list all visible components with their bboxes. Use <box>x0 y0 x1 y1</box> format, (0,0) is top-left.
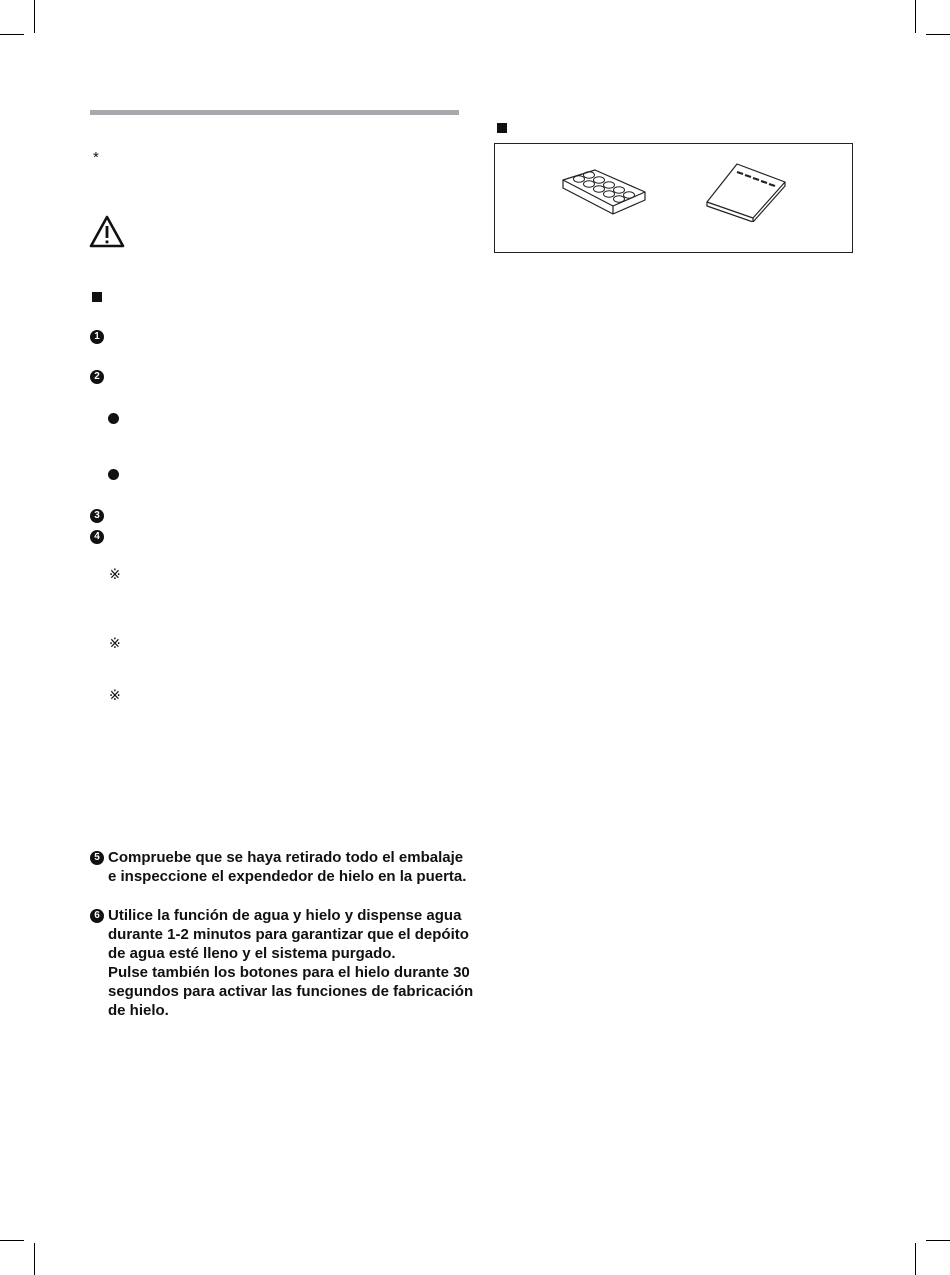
step-5-text <box>108 848 468 886</box>
reference-mark: ※ <box>109 635 121 651</box>
crop-mark <box>926 1240 950 1241</box>
crop-mark <box>926 34 950 35</box>
step-6-line: Utilice la función de agua y hielo y dispense agua <box>108 907 462 924</box>
step-6-line: de agua esté lleno y el sistema purgado. <box>108 945 396 962</box>
step-number-4: 4 <box>90 530 104 544</box>
step-number-6: 6 <box>90 909 104 923</box>
section-square-marker <box>92 292 102 302</box>
crop-mark <box>915 0 916 33</box>
reference-mark: ※ <box>109 687 121 703</box>
bullet-dot <box>108 413 119 424</box>
ice-tray-icon <box>559 166 647 220</box>
step-6-text <box>108 906 474 1020</box>
step-5-line: e inspeccione el expendedor de hielo en la puerta. <box>108 868 467 885</box>
warning-triangle-icon <box>89 215 125 249</box>
step-6-line: segundos para activar las funciones de fabricación <box>108 983 474 1000</box>
owners-manual-icon <box>703 160 789 222</box>
crop-mark <box>34 0 35 33</box>
step-5-line: Compruebe que se haya retirado todo el embalaje <box>108 849 464 866</box>
crop-mark <box>0 1240 24 1241</box>
section-square-marker <box>497 123 507 133</box>
accessories-box <box>494 143 853 253</box>
crop-mark <box>0 34 24 35</box>
crop-mark <box>915 1243 916 1275</box>
asterisk-marker: * <box>93 149 99 166</box>
crop-mark <box>34 1243 35 1275</box>
step-number-2: 2 <box>90 370 104 384</box>
step-number-3: 3 <box>90 509 104 523</box>
section-header-rule <box>90 110 459 115</box>
step-6-line: de hielo. <box>108 1002 169 1019</box>
step-number-5: 5 <box>90 851 104 865</box>
bullet-dot <box>108 469 119 480</box>
reference-mark: ※ <box>109 566 121 582</box>
step-6-line: durante 1-2 minutos para garantizar que el depóito <box>108 926 469 943</box>
step-6-line: Pulse también los botones para el hielo durante 30 <box>108 964 470 981</box>
step-number-1: 1 <box>90 330 104 344</box>
